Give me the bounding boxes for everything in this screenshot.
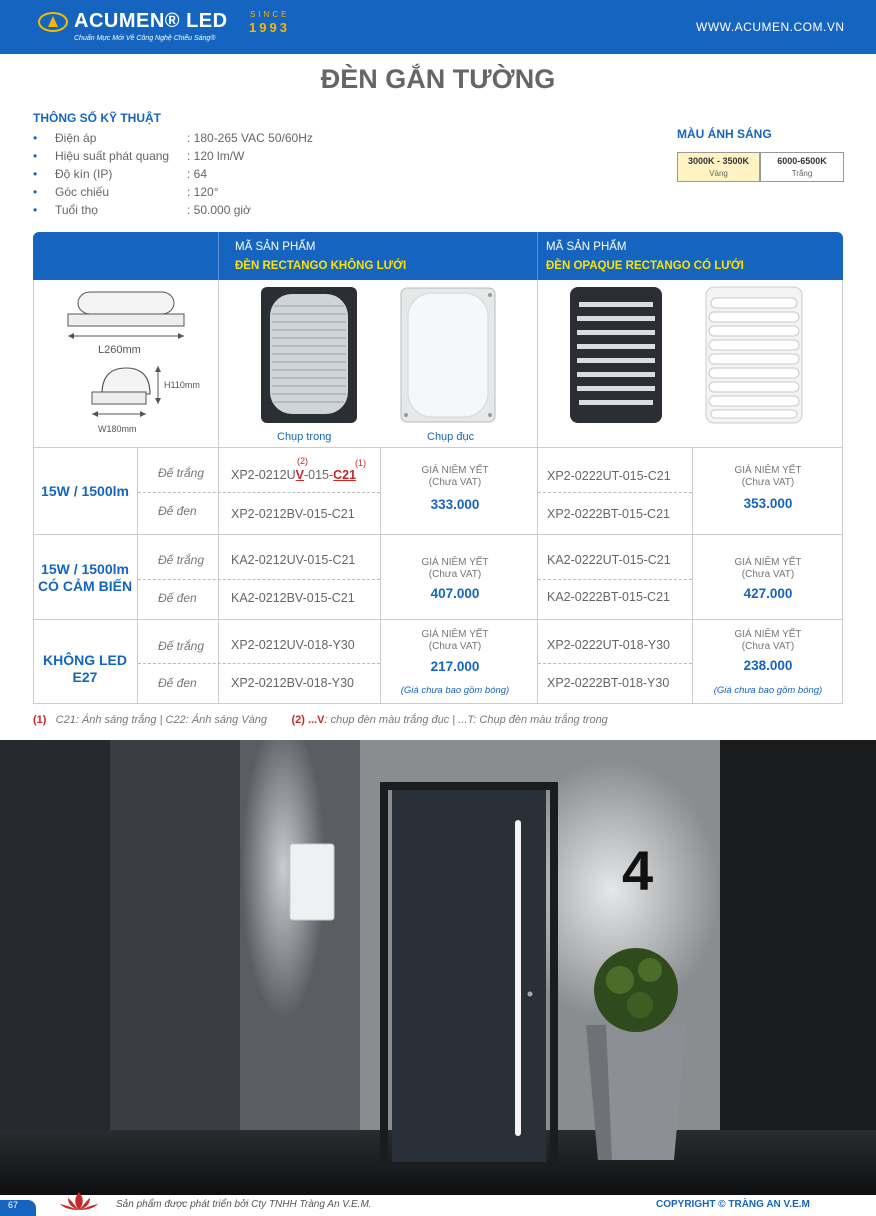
base-black-label: Đế đen (158, 504, 197, 518)
dim-height: H110mm (164, 380, 200, 390)
base-white-label: Đế trắng (158, 466, 205, 480)
page-title: ĐÈN GẮN TƯỜNG (320, 64, 556, 94)
since-year: 1993 (249, 20, 290, 35)
dim-length: L260mm (98, 344, 141, 356)
col1-label: MÃ SẢN PHẨM (235, 241, 316, 253)
caption-opal: Chụp đục (427, 431, 475, 443)
price-label: GIÁ NIÊM YẾT (Chưa VAT) (421, 465, 489, 488)
dim-width: W180mm (98, 424, 137, 434)
product-code: KA2-0212UV-015-C21 (231, 553, 356, 567)
house-number: 4 (622, 839, 654, 902)
lamp-grid-black-image (569, 286, 663, 424)
product-code: KA2-0222BT-015-C21 (547, 590, 670, 604)
price-note: (Giá chưa bao gồm bóng) (713, 685, 823, 696)
price-value: 427.000 (743, 586, 793, 601)
price-value: 217.000 (430, 659, 480, 674)
product-code: KA2-0222UT-015-C21 (547, 553, 671, 567)
product-code: XP2-0212UV-015-C21 (231, 468, 357, 482)
light-color-title: MÀU ÁNH SÁNG (677, 127, 772, 141)
product-code: XP2-0212BV-015-C21 (231, 507, 355, 521)
page-number: 67 (0, 1200, 36, 1216)
price-label: GIÁ NIÊM YẾT (Chưa VAT) (734, 629, 802, 652)
lamp-clear-image (260, 286, 358, 424)
website-link[interactable]: WWW.ACUMEN.COM.VN (696, 20, 845, 34)
mark-2: (2) (297, 456, 308, 466)
lotus-logo-icon (56, 1190, 102, 1211)
spec-title: THÔNG SỐ KỸ THUẬT (33, 111, 161, 125)
mark-1: (1) (355, 458, 366, 468)
color-option-warm: 3000K - 3500K Vàng (677, 152, 760, 182)
row-label: 15W / 1500lm (41, 483, 129, 499)
price-value: 238.000 (743, 658, 793, 673)
base-white-label: Đế trắng (158, 639, 205, 653)
price-note: (Giá chưa bao gồm bóng) (400, 685, 510, 696)
caption-clear: Chụp trong (277, 431, 332, 443)
product-code: XP2-0222UT-015-C21 (547, 469, 671, 483)
product-code: XP2-0212BV-018-Y30 (231, 676, 355, 690)
base-black-label: Đế đen (158, 591, 197, 605)
price-label: GIÁ NIÊM YẾT (Chưa VAT) (421, 557, 489, 580)
row-label: KHÔNG LED E27 (43, 652, 127, 685)
product-code: XP2-0222BT-018-Y30 (547, 676, 670, 690)
acumen-logo-icon (38, 12, 68, 32)
product-code: XP2-0222BT-015-C21 (547, 507, 670, 521)
price-label: GIÁ NIÊM YẾT (Chưa VAT) (734, 557, 802, 580)
footer-text: Sản phẩm được phát triển bởi Cty TNHH Tràng An V.E.M. (116, 1199, 372, 1210)
copyright: COPYRIGHT © TRÀNG AN V.E.M (656, 1199, 810, 1210)
price-value: 333.000 (430, 497, 480, 512)
since-label: SINCE (250, 10, 290, 19)
base-black-label: Đế đen (158, 676, 197, 690)
dimension-drawing (60, 286, 210, 436)
table-header (33, 232, 843, 280)
brand-name: ACUMEN® LED (74, 10, 228, 32)
product-code: XP2-0212UV-018-Y30 (231, 638, 355, 652)
product-code: XP2-0222UT-018-Y30 (547, 638, 670, 652)
lamp-grid-white-image (705, 286, 803, 424)
price-label: GIÁ NIÊM YẾT (Chưa VAT) (734, 465, 802, 488)
price-value: 407.000 (430, 586, 480, 601)
product-code: KA2-0212BV-015-C21 (231, 591, 355, 605)
price-label: GIÁ NIÊM YẾT (Chưa VAT) (421, 629, 489, 652)
col2-label: MÃ SẢN PHẨM (546, 241, 627, 253)
col1-name: ĐÈN RECTANGO KHÔNG LƯỚI (235, 260, 407, 272)
lamp-opal-image (400, 287, 496, 423)
scene-photo (0, 740, 876, 1195)
price-value: 353.000 (743, 496, 793, 511)
row-label: 15W / 1500lm CÓ CẢM BIẾN (37, 561, 133, 594)
brand-tagline: Chuẩn Mực Mới Về Công Nghệ Chiếu Sáng® (74, 35, 216, 42)
footnote: (1) C21: Ánh sáng trắng | C22: Ánh sáng Vàng (2) ...V: chụp đèn màu trắng đục | ...T: Chụp đèn màu trắng trong (33, 714, 608, 726)
color-option-white: 6000-6500K Trắng (760, 152, 844, 182)
col2-name: ĐÈN OPAQUE RECTANGO CÓ LƯỚI (546, 260, 744, 272)
base-white-label: Đế trắng (158, 553, 205, 567)
